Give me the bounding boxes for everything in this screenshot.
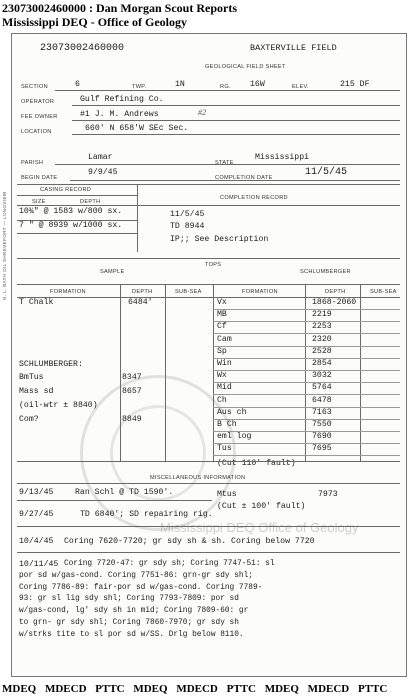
misc-info-label: MISCELLANEOUS INFORMATION bbox=[150, 475, 246, 481]
sample-note-1: SCHLUMBERGER: bbox=[19, 360, 83, 369]
casing-size-label: SIZE bbox=[32, 199, 46, 205]
operator-value: Gulf Refining Co. bbox=[80, 95, 164, 104]
fee-owner-value: #1 J. M. Andrews bbox=[80, 110, 159, 119]
casing-row-2: 7 " @ 8939 w/1000 sx. bbox=[19, 221, 123, 230]
misc-para-line: w/gas-cond, lg' sdy sh in mid; Coring 7809-60: gr bbox=[19, 607, 249, 616]
schl-formation-header: FORMATION bbox=[242, 289, 278, 295]
schl-row-depth: 7550 bbox=[312, 420, 332, 429]
printer-side-text: N. L. BATH OIL SHREVEPORT — LONGVIEW bbox=[2, 191, 7, 300]
fee-owner-note: #2 bbox=[198, 108, 207, 117]
schl-row-formation: Sp bbox=[217, 346, 227, 356]
operator-label: OPERATOR bbox=[21, 99, 55, 105]
casing-record-label: CASING RECORD bbox=[40, 187, 92, 193]
schl-row-formation: eml log bbox=[217, 432, 252, 442]
api-number: 23073002460000 bbox=[40, 43, 125, 54]
misc-line-1-text: Ran Schl @ TD 1590'. bbox=[75, 488, 174, 497]
schl-row-depth: 5764 bbox=[312, 383, 332, 393]
sample-note-2: BmTus bbox=[19, 373, 44, 382]
misc-para-line: Coring 7786-89: fair-por sd w/gas-cond. Coring 7789- bbox=[19, 583, 263, 592]
schl-row-formation: Vx bbox=[217, 298, 227, 307]
completion-date-label: COMPLETION DATE bbox=[215, 175, 273, 181]
schl-row-formation: Wx bbox=[217, 371, 227, 381]
schl-row-formation: Mid bbox=[217, 383, 232, 393]
schl-row-depth: 7695 bbox=[312, 444, 332, 454]
completion-line-2: TD 8944 bbox=[170, 222, 205, 231]
misc-para-line: Coring 7720-47: gr sdy sh; Coring 7747-51: sl bbox=[64, 560, 275, 568]
schl-depth-header: DEPTH bbox=[325, 289, 346, 295]
report-title: 23073002460000 : Dan Morgan Scout Reports bbox=[2, 1, 237, 15]
parish-value: Lamar bbox=[88, 153, 113, 162]
misc-line-1-date: 9/13/45 bbox=[19, 488, 54, 497]
schl-row-formation: Tus bbox=[217, 444, 232, 454]
schl-row-formation: B Ch bbox=[217, 420, 237, 429]
misc-para-date: 10/11/45 bbox=[19, 560, 59, 569]
schl-row-formation: MB bbox=[217, 310, 227, 320]
completion-record-label: COMPLETION RECORD bbox=[220, 195, 288, 201]
sample-note-4: (oil-wtr ± 8840) bbox=[19, 401, 98, 410]
schl-row-depth: 2854 bbox=[312, 359, 332, 368]
sample-row-1-formation: T Chalk bbox=[19, 298, 54, 307]
begin-date-value: 9/9/45 bbox=[88, 168, 118, 177]
tops-label: TOPS bbox=[205, 262, 222, 268]
location-label: LOCATION bbox=[21, 129, 52, 135]
rg-label: RG. bbox=[220, 84, 231, 90]
schl-row-formation: Cf bbox=[217, 322, 227, 332]
misc-line-2-date: 9/27/45 bbox=[19, 510, 54, 519]
sample-note-3-depth: 8657 bbox=[122, 387, 142, 396]
schl-row-depth: 7690 bbox=[312, 432, 332, 442]
schl-row-depth: 2320 bbox=[312, 334, 332, 344]
misc-line-2-text: TD 6840'; SD repairing rig. bbox=[80, 510, 213, 519]
state-value: Mississippi bbox=[255, 153, 310, 162]
schl-row-depth: 2219 bbox=[312, 310, 332, 320]
sheet-title: GEOLOGICAL FIELD SHEET bbox=[205, 64, 286, 70]
schl-row-depth: 1868-2060 bbox=[312, 298, 357, 307]
sample-label: SAMPLE bbox=[100, 269, 125, 275]
casing-row-1: 10¾" @ 1583 w/800 sx. bbox=[19, 207, 123, 216]
sample-subsea-header: SUB-SEA bbox=[175, 289, 202, 295]
completion-line-1: 11/5/45 bbox=[170, 210, 205, 219]
schl-row-formation: Cam bbox=[217, 334, 232, 344]
fee-owner-label: FEE OWNER bbox=[21, 114, 58, 120]
rg-value: 16W bbox=[250, 80, 265, 89]
schl-row-depth: 6478 bbox=[312, 395, 332, 405]
schl-row-depth: 3032 bbox=[312, 371, 332, 381]
misc-para-line: por sd w/gas-cond. Coring 7751-86: grn-gr sdy shl; bbox=[19, 571, 253, 580]
elev-label: ELEV. bbox=[292, 84, 309, 90]
misc-right-2: (Cut ± 100' fault) bbox=[217, 502, 306, 511]
misc-right-1-depth: 7973 bbox=[318, 490, 338, 499]
schl-subsea-header: SUB-SEA bbox=[370, 289, 397, 295]
begin-date-label: BEGIN DATE bbox=[21, 175, 58, 181]
misc-line-3-date: 10/4/45 bbox=[19, 537, 54, 546]
location-value: 660' N 658'W SEc Sec. bbox=[85, 124, 189, 133]
section-value: 6 bbox=[75, 80, 80, 89]
twp-value: 1N bbox=[175, 80, 185, 89]
sample-note-5-depth: 8849 bbox=[122, 415, 142, 424]
sample-note-2-depth: 8347 bbox=[122, 373, 142, 382]
sample-depth-header: DEPTH bbox=[132, 289, 153, 295]
state-label: STATE bbox=[215, 160, 234, 166]
misc-right-1: Mtus bbox=[217, 490, 237, 499]
field-name: BAXTERVILLE FIELD bbox=[250, 43, 337, 53]
field-sheet-card bbox=[11, 33, 407, 677]
watermark-text: Mississippi DEQ Office of Geology bbox=[160, 520, 359, 535]
parish-label: PARISH bbox=[21, 160, 44, 166]
misc-para-line: 93: gr sl lig sdy shl; Coring 7793-7809: por sd bbox=[19, 595, 239, 604]
sample-formation-header: FORMATION bbox=[50, 289, 86, 295]
section-label: SECTION bbox=[21, 84, 48, 90]
schl-row-formation: Aus ch bbox=[217, 407, 247, 417]
misc-line-3-text: Coring 7620-7720; gr sdy sh & sh. Coring below 7720 bbox=[64, 537, 315, 546]
twp-label: TWP. bbox=[132, 84, 147, 90]
schl-row-formation: Win bbox=[217, 359, 232, 368]
elev-value: 215 DF bbox=[340, 80, 370, 89]
schlumberger-label: SCHLUMBERGER bbox=[300, 269, 351, 275]
schl-row-depth: 2528 bbox=[312, 346, 332, 356]
misc-para-line: w/strks tite to sl por sd w/SS. Drlg below 8110. bbox=[19, 630, 244, 639]
completion-date-value: 11/5/45 bbox=[305, 167, 348, 178]
casing-depth-label: DEPTH bbox=[80, 199, 101, 205]
misc-para-line: to grn- gr sdy shl; Coring 7860-7970; gr sdy sh bbox=[19, 619, 239, 627]
completion-line-3: IP;; See Description bbox=[170, 235, 269, 244]
report-subtitle: Mississippi DEQ - Office of Geology bbox=[2, 15, 187, 29]
schl-row-depth: 2253 bbox=[312, 322, 332, 332]
sample-note-5: Com? bbox=[19, 415, 39, 424]
sample-row-1-depth: 6484' bbox=[128, 298, 153, 307]
tus-fault-note: (Cut 110' fault) bbox=[217, 459, 296, 468]
schl-row-formation: Ch bbox=[217, 395, 227, 405]
sample-note-3: Mass sd bbox=[19, 387, 54, 396]
schl-row-depth: 7163 bbox=[312, 407, 332, 417]
footer-agencies: MDEQ MDECD PTTC MDEQ MDECD PTTC MDEQ MDECD PTTC bbox=[2, 683, 388, 695]
